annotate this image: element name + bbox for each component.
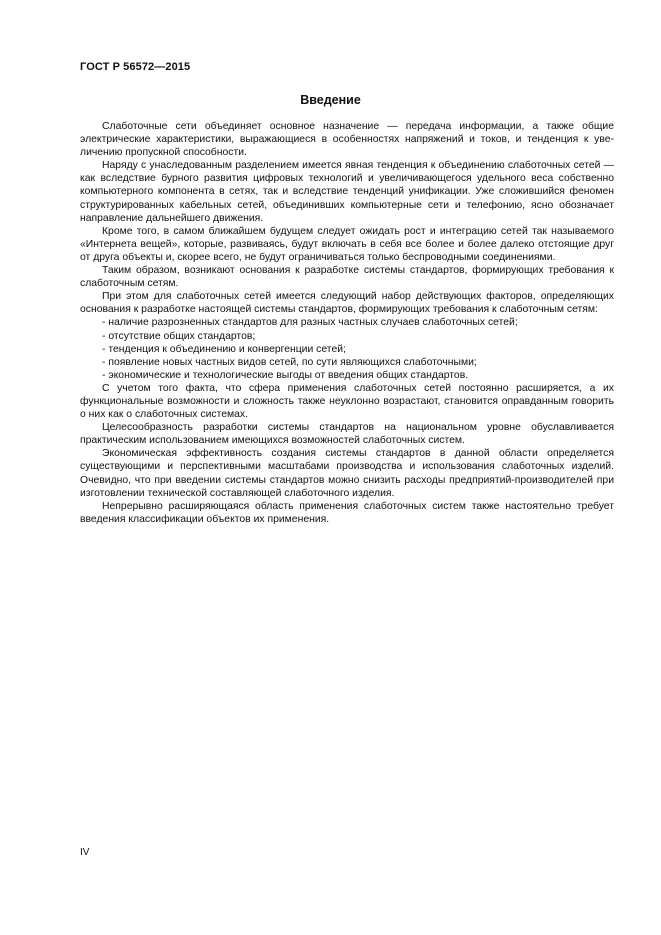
paragraph: Целесообразность разработки системы стандартов на национальном уровне обуславливается практическим использованием имеющихся возможностей слаботочных систем. — [80, 422, 614, 447]
list-item: - появление новых частных видов сетей, по сути являющихся слаботочными; — [102, 356, 477, 368]
paragraph: Таким образом, возникают основания к разработке системы стандартов, формирующих требования к слаботочным сетям. — [80, 265, 614, 290]
paragraph: При этом для слаботочных сетей имеется следующий набор действующих факторов, определяющих основания к разработке настоящей системы стандартов, формирующих требования к слаботочным сетям: — [80, 291, 614, 316]
document-header: ГОСТ Р 56572—2015 — [80, 61, 191, 73]
list-item: - экономические и технологические выгоды от введения общих стандартов. — [102, 369, 469, 381]
list-item: - тенденция к объединению и конвергенции сетей; — [102, 343, 346, 355]
paragraph: Экономическая эффективность создания системы стандартов в данной области определяется существующими и перспективными масштабами производства и использования слаботочных изделий. Очевидно, что при введении системы стандартов можно снизить расходы предприятий-производителей при изготовлении технической составляющей слаботочного изделия. — [80, 448, 614, 499]
paragraph: Кроме того, в самом ближайшем будущем следует ожидать рост и интеграцию сетей так называемого «Интернета вещей», которые, развиваясь, будут включать в себя все более и более далеко отстоящие друг от друга объекты и, скорее всего, не будут ограничиваться только беспроводными соединениями. — [80, 225, 614, 263]
list-item: - отсутствие общих стандартов; — [102, 330, 256, 342]
list-item: - наличие разрозненных стандартов для разных частных случаев слаботочных сетей; — [102, 317, 518, 329]
paragraph: С учетом того факта, что сфера применения слаботочных сетей постоянно расширяется, а их функциональные возможности и сложность также неуклонно возрастают, становится оправданным говорить о них как о слаботочных системах. — [80, 382, 614, 421]
section-title: Введение — [300, 93, 361, 107]
paragraph: Слаботочные сети объединяет основное назначение — передача информации, а также общие электрические характеристики, выражающиеся в особенностях напряжений и токов, и тенденция к увеличению пропускной способности. — [80, 121, 614, 159]
body-text — [80, 120, 614, 526]
factor-list — [80, 316, 614, 381]
page-number: IV — [80, 847, 90, 858]
paragraph: Наряду с унаследованным разделением имеется явная тенденция к объединению слаботочных сетей — как вследствие бурного развития цифровых технологий и увеличивающегося удельного веса собственно компьютерного компонента в сетях, так и вследствие тенденций унификации. Уже сложившийся феномен структурированных кабельных сетей, объединивших компьютерные сети и телефонию, ясно обозначает направление дальнейшего движения. — [80, 160, 614, 224]
paragraph: Непрерывно расширяющаяся область применения слаботочных систем также настоятельно требует введения классификации объектов их применения. — [80, 500, 614, 525]
